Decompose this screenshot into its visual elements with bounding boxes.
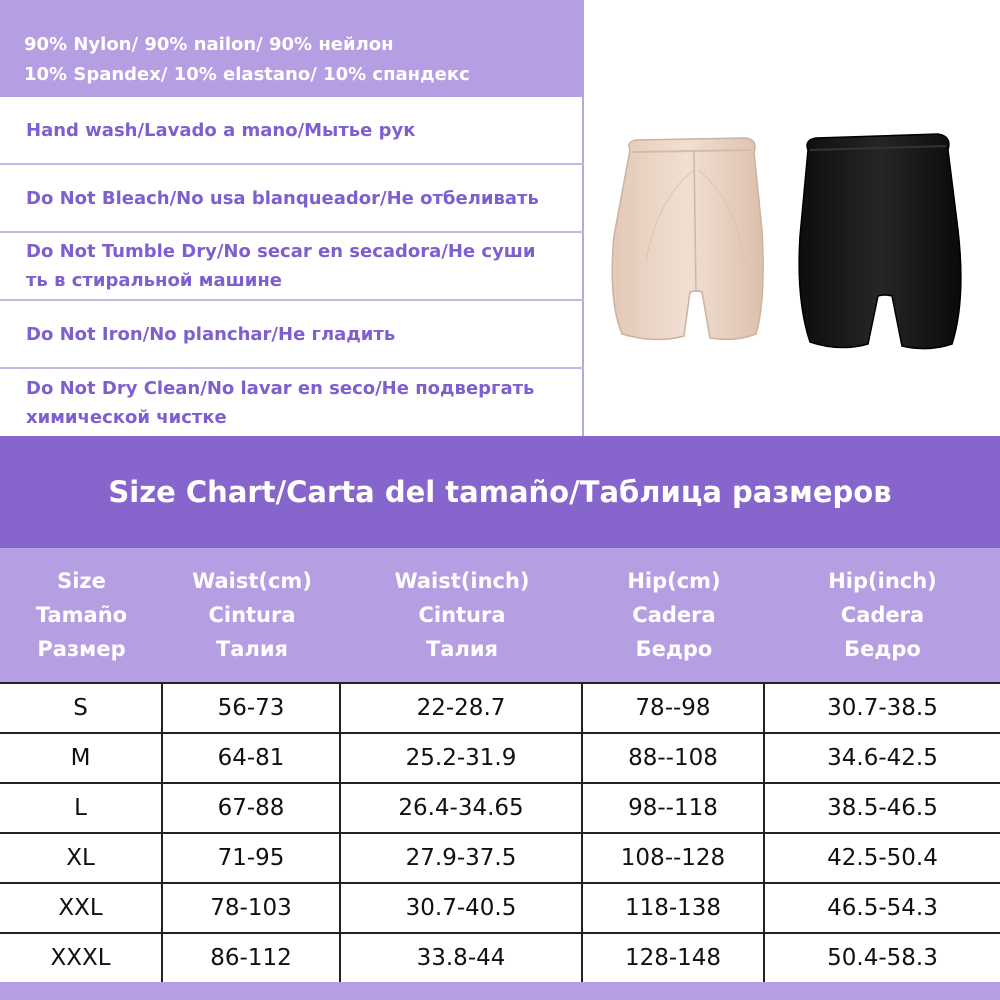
- size-cell: M: [0, 734, 163, 782]
- care-instruction-no-dry-clean: [0, 369, 584, 436]
- care-instruction-no-iron: [0, 301, 584, 369]
- size-table-body: [0, 682, 1000, 982]
- care-instruction-text: Do Not Iron/No planchar/Не гладить: [26, 323, 396, 345]
- hip-inch-cell: 30.7-38.5: [827, 695, 938, 721]
- table-row: [0, 784, 1000, 834]
- table-row: [0, 834, 1000, 884]
- waist-inch-cell: 33.8-44: [341, 934, 583, 982]
- header-size: Size Tamaño Размер: [35, 569, 128, 661]
- waist-cm-cell: 71-95: [163, 834, 341, 882]
- waist-cm-cell: 78-103: [163, 884, 341, 932]
- shorts-illustration: [586, 0, 1000, 436]
- size-cell: S: [0, 684, 163, 732]
- care-panel: [0, 0, 584, 436]
- table-row: [0, 684, 1000, 734]
- size-cell: XXXL: [0, 934, 163, 982]
- waist-cm-cell: 86-112: [163, 934, 341, 982]
- header-hip-cm: Hip(cm) Cadera Бедро: [627, 569, 721, 661]
- waist-inch-cell: 26.4-34.65: [341, 784, 583, 832]
- care-instruction-text: Do Not Bleach/No usa blanqueador/Не отбеливать: [26, 187, 539, 209]
- size-chart-title: Size Chart/Carta del tamaño/Таблица размеров: [0, 436, 1000, 548]
- table-row: [0, 734, 1000, 784]
- waist-inch-cell: 30.7-40.5: [341, 884, 583, 932]
- waist-cm-cell: 64-81: [163, 734, 341, 782]
- composition-header: [0, 0, 584, 97]
- hip-cm-cell: 78--98: [583, 684, 765, 732]
- size-cell: L: [0, 784, 163, 832]
- hip-cm-cell: 128-148: [583, 934, 765, 982]
- size-cell: XL: [0, 834, 163, 882]
- hip-cm-cell: 88--108: [583, 734, 765, 782]
- waist-cm-cell: 56-73: [163, 684, 341, 732]
- product-image: [586, 0, 1000, 436]
- waist-inch-cell: 22-28.7: [341, 684, 583, 732]
- header-waist-inch: Waist(inch) Cintura Талия: [394, 569, 530, 661]
- hip-cm-cell: 108--128: [583, 834, 765, 882]
- care-instruction-text: химической чистке: [26, 406, 227, 428]
- hip-inch-cell: 34.6-42.5: [827, 745, 938, 771]
- waist-inch-cell: 27.9-37.5: [341, 834, 583, 882]
- care-instruction-text: Hand wash/Lavado a mano/Мытье рук: [26, 119, 416, 141]
- black-shorts-icon: [799, 134, 961, 349]
- care-instruction-hand-wash: [0, 97, 584, 165]
- nude-shorts-icon: [612, 138, 763, 340]
- size-table-header: [0, 548, 1000, 682]
- care-instruction-text: ть в стиральной машине: [26, 270, 282, 291]
- composition-line: 90% Nylon/ 90% nailon/ 90% нейлон: [24, 34, 394, 55]
- care-instruction-text: Do Not Tumble Dry/No secar en secadora/Не суши: [26, 241, 536, 262]
- hip-inch-cell: 46.5-54.3: [827, 895, 938, 921]
- composition-line: 10% Spandex/ 10% elastano/ 10% спандекс: [24, 64, 470, 85]
- size-cell: XXL: [0, 884, 163, 932]
- hip-cm-cell: 118-138: [583, 884, 765, 932]
- header-hip-inch: Hip(inch) Cadera Бедро: [828, 569, 937, 661]
- care-instruction-no-tumble-dry: [0, 233, 584, 301]
- hip-inch-cell: 42.5-50.4: [827, 845, 938, 871]
- care-instruction-no-bleach: [0, 165, 584, 233]
- waist-inch-cell: 25.2-31.9: [341, 734, 583, 782]
- waist-cm-cell: 67-88: [163, 784, 341, 832]
- bottom-accent-bar: [0, 982, 1000, 1000]
- hip-inch-cell: 50.4-58.3: [827, 945, 938, 971]
- table-row: [0, 934, 1000, 984]
- hip-inch-cell: 38.5-46.5: [827, 795, 938, 821]
- care-instruction-text: Do Not Dry Clean/No lavar en seco/Не подвергать: [26, 377, 535, 399]
- hip-cm-cell: 98--118: [583, 784, 765, 832]
- table-row: [0, 884, 1000, 934]
- header-waist-cm: Waist(cm) Cintura Талия: [192, 569, 312, 661]
